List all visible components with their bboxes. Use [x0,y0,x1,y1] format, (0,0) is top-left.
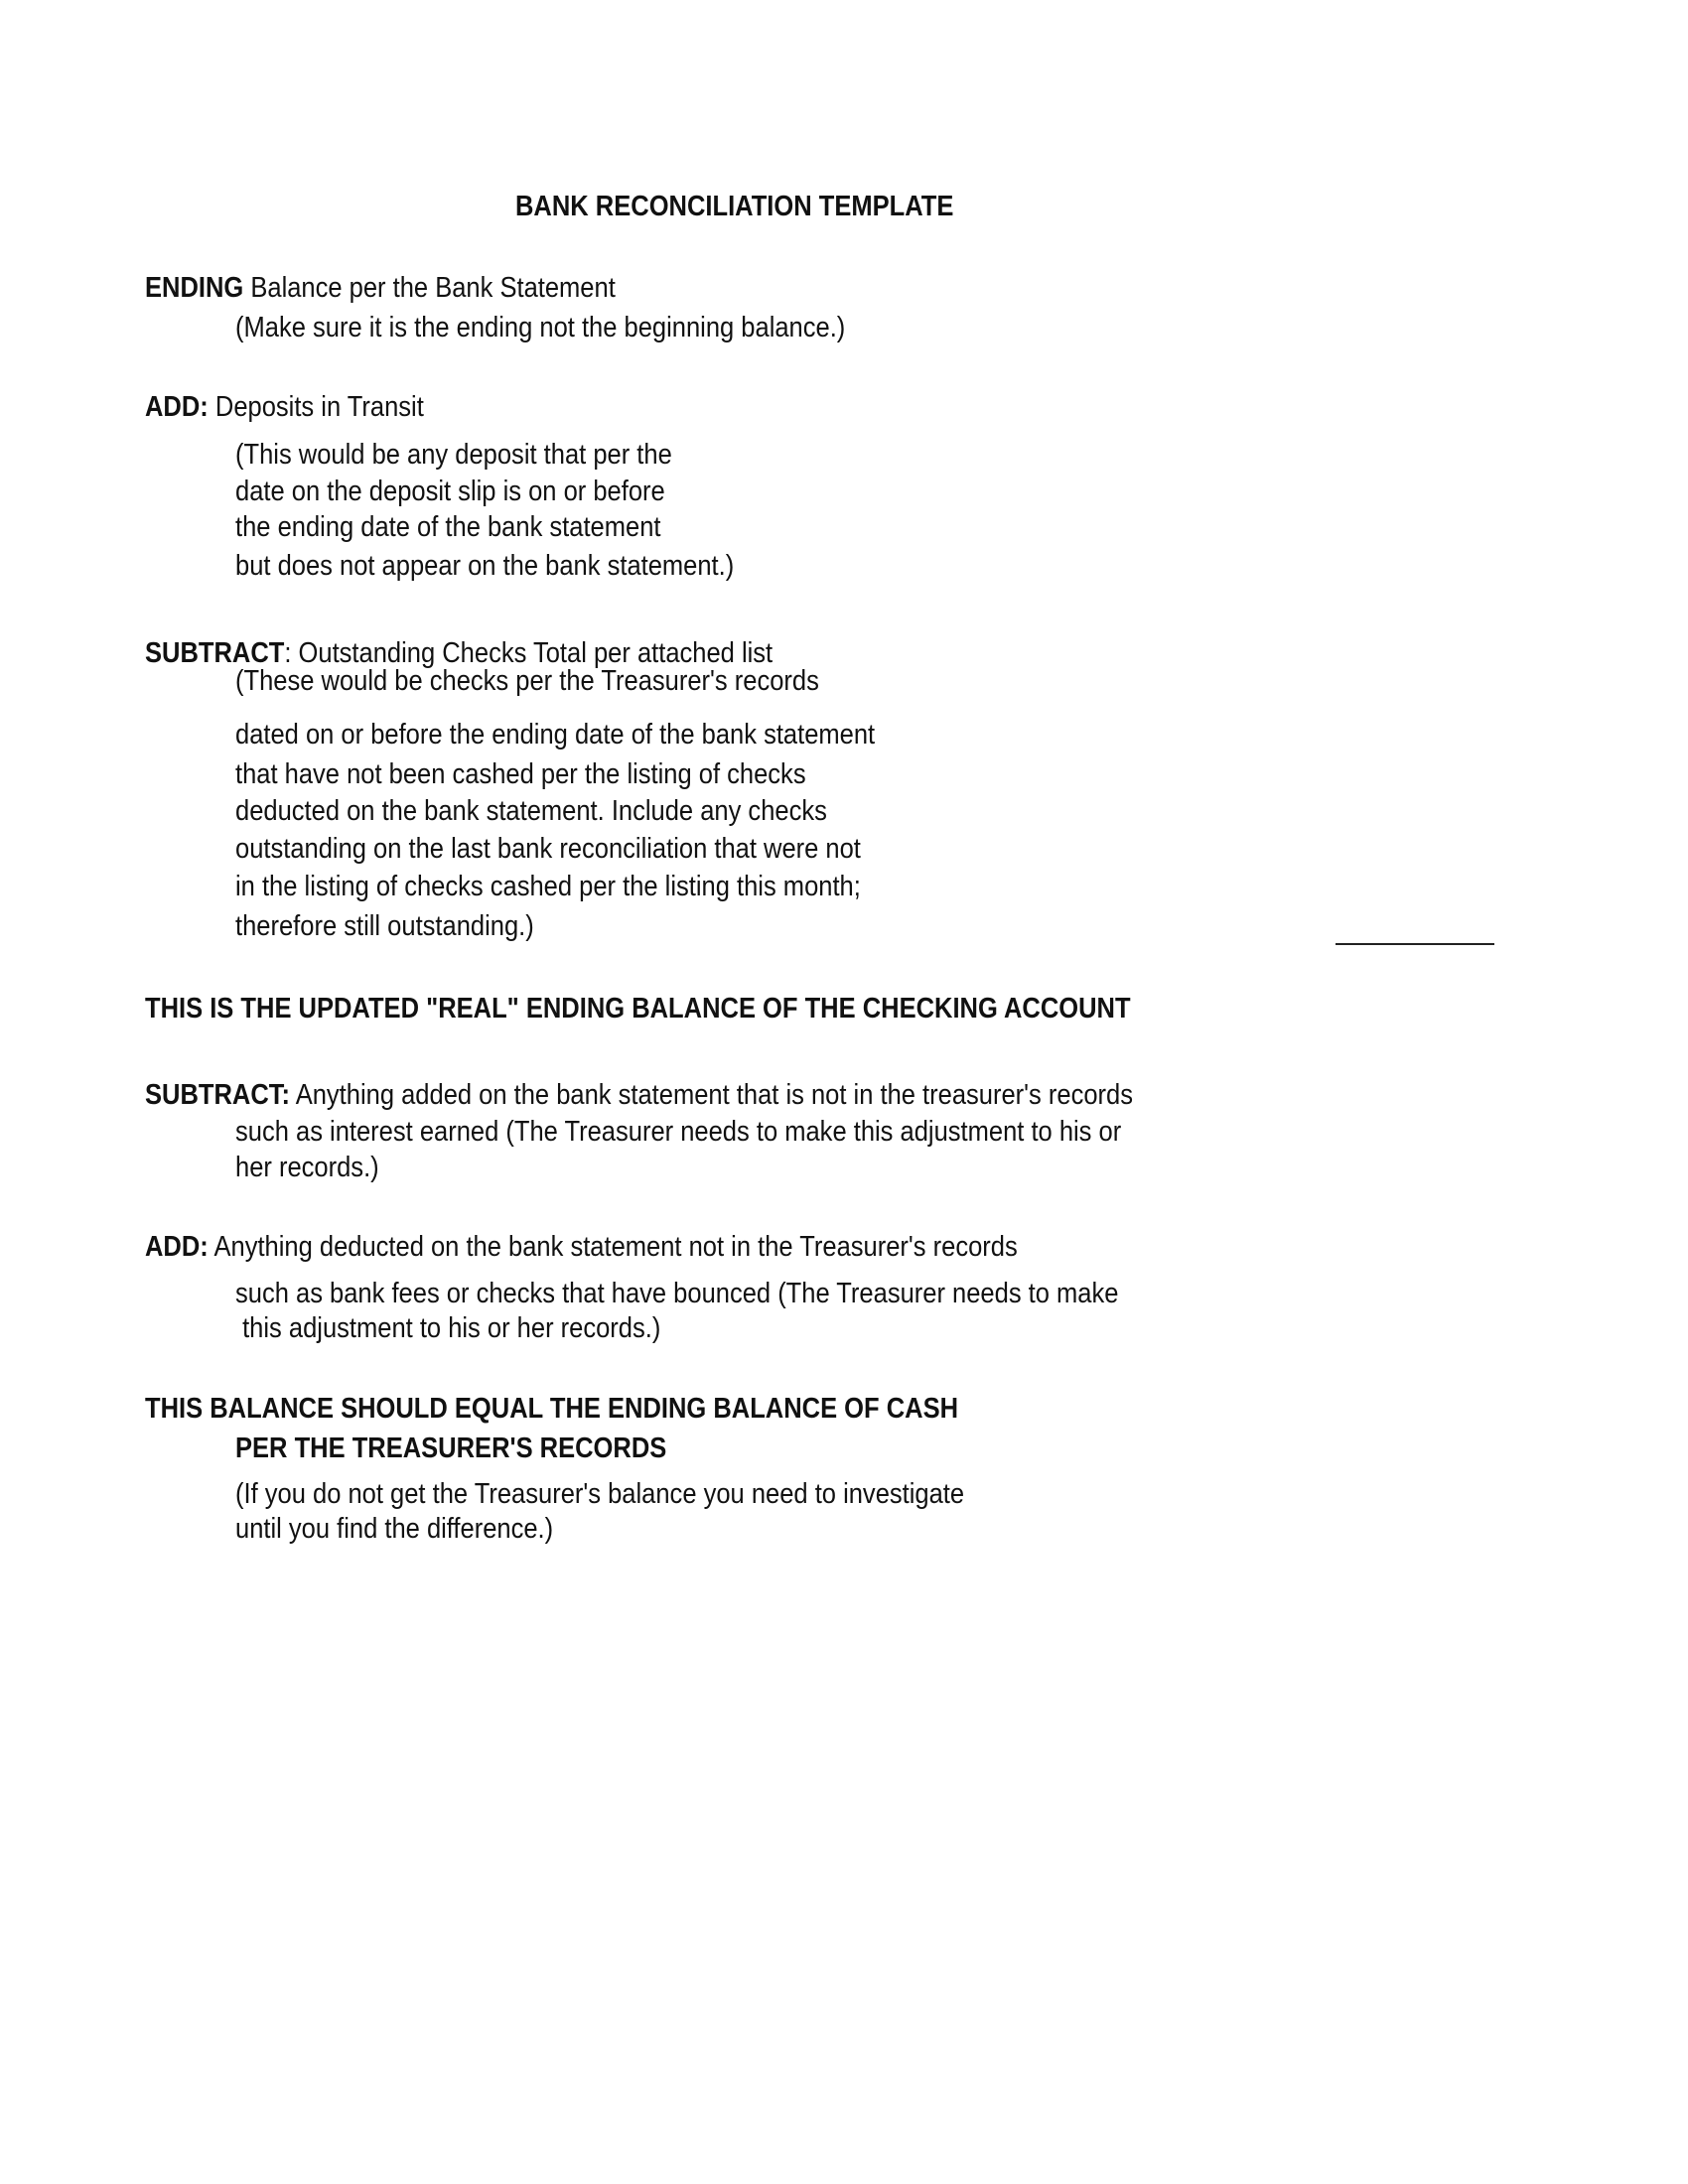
outstanding-note-line: (These would be checks per the Treasurer's records [235,665,819,697]
outstanding-note-line: dated on or before the ending date of the bank statement [235,719,876,751]
bank-additions-note-line: her records.) [235,1152,379,1183]
final-balance-subheading: PER THE TREASURER'S RECORDS [235,1433,667,1464]
bank-deductions-heading-text: Anything deducted on the bank statement not in the Treasurer's records [208,1231,1018,1263]
document-title: BANK RECONCILIATION TEMPLATE [515,191,954,222]
outstanding-checks-heading [145,639,773,668]
deposits-note-line: the ending date of the bank statement [235,511,661,543]
outstanding-note-line: therefore still outstanding.) [235,910,534,942]
subtract-label: SUBTRACT: [145,1079,291,1111]
ending-balance-heading [145,274,616,303]
deposits-note-line: but does not appear on the bank statement.) [235,550,735,582]
bank-deductions-heading [145,1233,1018,1262]
add-label: ADD: [145,1231,209,1263]
amount-underline [1336,943,1494,945]
ending-heading-text: Balance per the Bank Statement [243,272,616,304]
updated-balance-heading: THIS IS THE UPDATED "REAL" ENDING BALANCE OF THE CHECKING ACCOUNT [145,993,1131,1024]
outstanding-note-line: outstanding on the last bank reconciliation that were not [235,833,861,865]
final-balance-note-line: (If you do not get the Treasurer's balance you need to investigate [235,1478,965,1510]
deposits-in-transit-heading [145,393,424,422]
add-label: ADD: [145,391,209,423]
deposits-note-line: date on the deposit slip is on or before [235,476,665,507]
outstanding-heading-text: : Outstanding Checks Total per attached list [284,637,774,669]
ending-balance-note: (Make sure it is the ending not the beginning balance.) [235,312,846,343]
bank-additions-heading-text: Anything added on the bank statement that is not in the treasurer's records [290,1079,1133,1111]
subtract-label: SUBTRACT [145,637,285,669]
outstanding-note-line: in the listing of checks cashed per the listing this month; [235,871,861,902]
final-balance-note-line: until you find the difference.) [235,1513,554,1545]
outstanding-note-line: that have not been cashed per the listing of checks [235,758,806,790]
ending-label: ENDING [145,272,244,304]
bank-deductions-note-line: such as bank fees or checks that have bounced (The Treasurer needs to make [235,1278,1119,1309]
outstanding-note-line: deducted on the bank statement. Include any checks [235,795,827,827]
bank-additions-note-line: such as interest earned (The Treasurer needs to make this adjustment to his or [235,1116,1122,1148]
deposits-note-line: (This would be any deposit that per the [235,439,672,471]
bank-additions-heading [145,1081,1133,1110]
deposits-heading-text: Deposits in Transit [208,391,424,423]
bank-deductions-note-line: this adjustment to his or her records.) [235,1312,661,1344]
final-balance-heading: THIS BALANCE SHOULD EQUAL THE ENDING BALANCE OF CASH [145,1393,959,1425]
